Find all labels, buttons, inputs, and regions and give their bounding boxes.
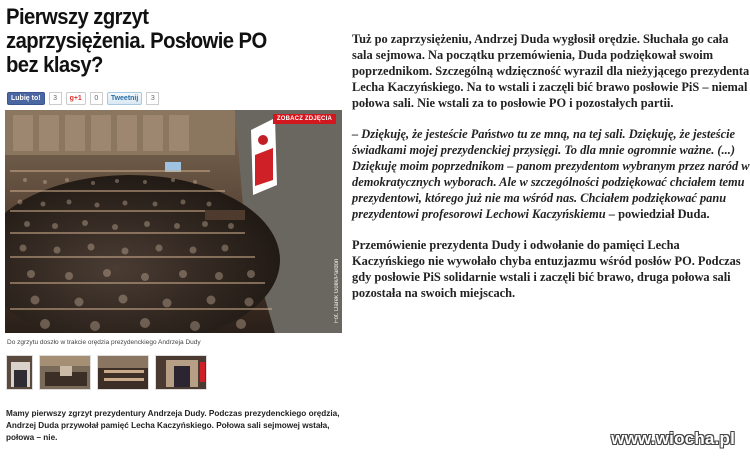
body-paragraph-2 [352,126,750,222]
site-watermark: www.wiocha.pl [611,429,735,448]
body-paragraph-3: Przemówienie prezydenta Dudy i odwołanie do pamięci Lecha Kaczyńskiego nie wywołało chyba entuzjazmu wśród posłów PO. Podczas gdy posłowie PiS solidarnie wstali i zaczęli bić brawo, druga połowa sali pozostała na swoich miejscach. [352,238,741,300]
article-body [352,31,750,316]
thumbnail-4[interactable] [155,355,207,390]
google-plus-count: 0 [90,92,103,105]
article-lead: Mamy pierwszy zgrzyt prezydentury Andrzeja Dudy. Podczas prezydenckiego orędzia, Andrzej Duda przywołał pamięć Lecha Kaczyńskiego. Połowa sali sejmowej wstała, połowa – nie. [6,409,340,442]
quote-attribution: – powiedział Duda. [605,207,710,221]
main-photo[interactable] [5,110,342,333]
facebook-like-button[interactable]: Lubię to! [7,92,45,105]
photo-credit [332,235,340,325]
article-headline: Pierwszy zgrzyt zaprzysiężenia. Posłowie PO bez klasy? [6,4,267,77]
quote-text: – Dziękuję, że jesteście Państwo tu ze mną, na tej sali. Dziękuję, że jesteście świadkami mojej prezydenckiej przysięgi. To dla mnie ogromnie ważne. (...) Dziękuję moim poprzednikom – panom prezydentom wybranym przez naród w demokratycznych wyborach. Ale w szczególności podziękować chciałem temu prezydentowi, którego już nie ma wśród nas. Chciałem podziękować panu prezydentowi profesorowi Lechowi Kaczyńskiemu [352,127,750,221]
share-bar [7,91,159,105]
google-plus-button[interactable]: g+1 [66,92,86,105]
thumbnail-3[interactable] [97,355,149,390]
thumbnail-1[interactable] [6,355,33,390]
photo-thumbnails [6,355,207,390]
see-photos-badge[interactable]: ZOBACZ ZDJĘCIA [273,114,336,124]
photo-caption: Do zgrzytu doszło w trakcie orędzia prezydenckiego Andrzeja Dudy [7,339,201,346]
tweet-button[interactable]: Tweetnij [107,92,142,105]
body-paragraph-1: Tuż po zaprzysiężeniu, Andrzej Duda wygłosił orędzie. Słuchała go cała sala sejmowa. Na początku przemówienia, Duda podziękował swoim poprzednikom. Szczególną wdzięczność wyrazil dla nieżyjącego prezydenta Lecha Kaczyńskiego. Na to wstali i zaczęli bić brawo posłowie PiS – niemal połowa sali. Nie wstali za to posłowie PO i pozostałych partii. [352,32,750,110]
tweet-count: 3 [146,92,159,105]
sejm-hall-image [5,110,342,333]
facebook-like-count: 3 [49,92,62,105]
thumbnail-2[interactable] [39,355,91,390]
article-left-column [0,0,344,461]
svg-text:Fot. Darek Golik/Pardon: Fot. Darek Golik/Pardon [334,258,340,323]
